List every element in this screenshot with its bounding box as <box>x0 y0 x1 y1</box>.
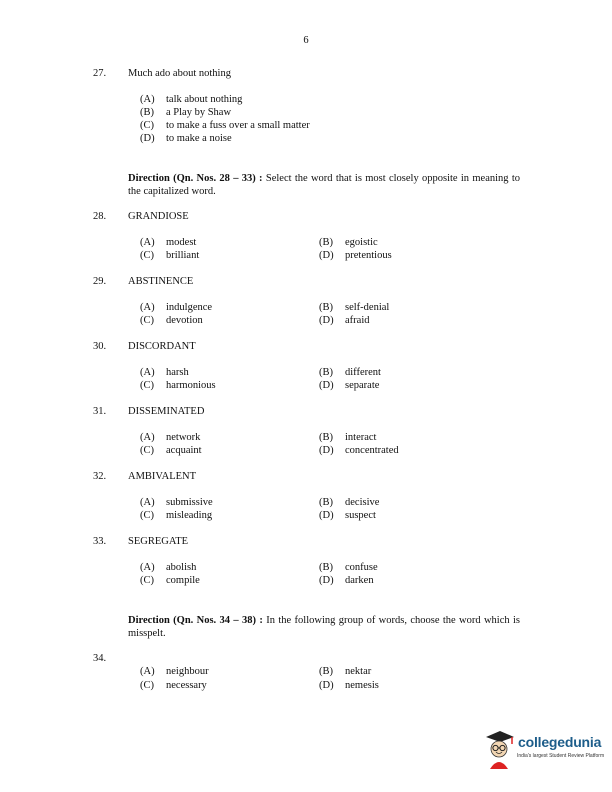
question-27-number: 27. <box>93 68 107 79</box>
question-number: 29. <box>93 276 107 287</box>
option-a: (A) submissive <box>140 497 213 508</box>
direction-28-33: Direction (Qn. Nos. 28 – 33) : Select the word that is most closely opposite in meaning to the capitalized word. <box>128 173 520 197</box>
q27-option-a: (A) talk about nothing <box>140 94 243 105</box>
option-a: (A) indulgence <box>140 302 213 313</box>
question-number: 30. <box>93 341 107 352</box>
question-number: 28. <box>93 211 107 222</box>
option-d: (D) pretentious <box>319 250 392 261</box>
question-27-text: Much ado about nothing <box>128 68 231 79</box>
q34-option-b: (B) nektar <box>319 666 372 677</box>
option-c: (C) devotion <box>140 315 203 326</box>
question-word: ABSTINENCE <box>128 276 194 287</box>
option-d: (D) darken <box>319 575 374 586</box>
option-b: (B) egoistic <box>319 237 378 248</box>
option-c: (C) brilliant <box>140 250 200 261</box>
option-c: (C) acquaint <box>140 445 202 456</box>
q27-option-b: (B) a Play by Shaw <box>140 107 232 118</box>
logo-name: collegedunia <box>518 734 602 750</box>
option-c: (C) compile <box>140 575 200 586</box>
question-word: DISSEMINATED <box>128 406 205 417</box>
option-d: (D) concentrated <box>319 445 399 456</box>
q27-option-c: (C) to make a fuss over a small matter <box>140 120 310 131</box>
question-number: 32. <box>93 471 107 482</box>
q34-option-d: (D) nemesis <box>319 680 379 691</box>
question-word: DISCORDANT <box>128 341 196 352</box>
graduate-mascot-icon <box>482 727 516 771</box>
question-word: AMBIVALENT <box>128 471 197 482</box>
collegedunia-logo <box>482 727 606 775</box>
option-d: (D) afraid <box>319 315 370 326</box>
option-d: (D) suspect <box>319 510 376 521</box>
question-number: 31. <box>93 406 107 417</box>
option-b: (B) interact <box>319 432 377 443</box>
option-c: (C) harmonious <box>140 380 216 391</box>
option-b: (B) self-denial <box>319 302 390 313</box>
q27-option-d: (D) to make a noise <box>140 133 232 144</box>
option-b: (B) confuse <box>319 562 378 573</box>
question-number: 33. <box>93 536 107 547</box>
direction-34-38: Direction (Qn. Nos. 34 – 38) : In the following group of words, choose the word which is misspelt. <box>128 615 520 639</box>
page-number: 6 <box>303 35 309 46</box>
logo-tagline: India's largest Student Review Platform <box>517 753 605 759</box>
option-b: (B) different <box>319 367 381 378</box>
q34-option-a: (A) neighbour <box>140 666 209 677</box>
question-word: SEGREGATE <box>128 536 189 547</box>
option-c: (C) misleading <box>140 510 213 521</box>
question-word: GRANDIOSE <box>128 211 189 222</box>
option-b: (B) decisive <box>319 497 380 508</box>
q34-option-c: (C) necessary <box>140 680 207 691</box>
option-a: (A) network <box>140 432 201 443</box>
option-d: (D) separate <box>319 380 380 391</box>
option-a: (A) modest <box>140 237 197 248</box>
question-34-number: 34. <box>93 653 107 664</box>
option-a: (A) abolish <box>140 562 197 573</box>
option-a: (A) harsh <box>140 367 189 378</box>
